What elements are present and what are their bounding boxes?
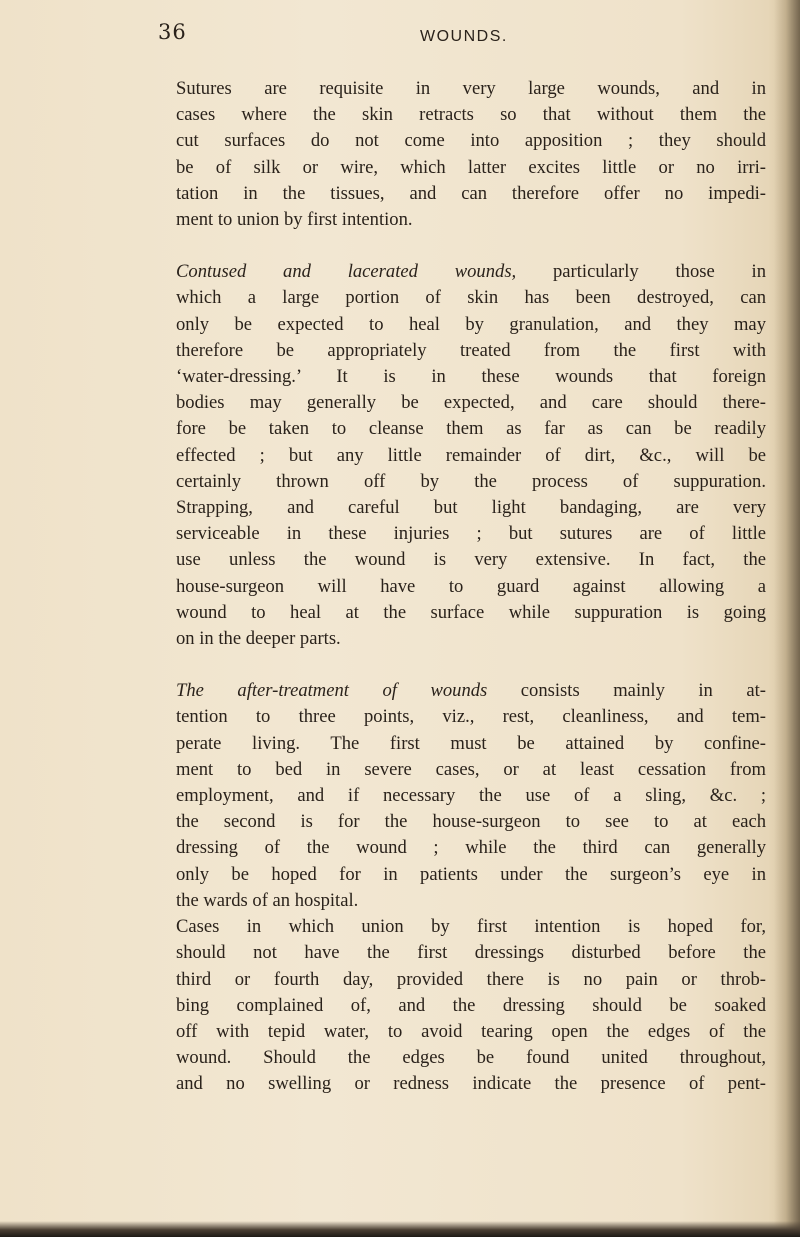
text-line: tation in the tissues, and can therefore offer no impedi- [176,182,766,204]
text-line: off with tepid water, to avoid tearing open the edges of the [176,1020,766,1042]
text-line: wound. Should the edges be found united throughout, [176,1047,766,1069]
text-line: be of silk or wire, which latter excites little or no irri- [176,156,766,178]
text-line: which a large portion of skin has been destroyed, can [176,287,766,309]
text-line: and no swelling or redness indicate the presence of pent- [176,1073,766,1095]
body-text [156,76,766,1098]
text-line: on in the deeper parts. [176,628,341,650]
text-line: effected ; but any little remainder of dirt, &c., will be [176,444,766,466]
text-line: dressing of the wound ; while the third can generally [176,837,766,859]
paragraph-sutures [156,76,766,233]
page-number: 36 [158,20,187,44]
italic-lead: Contused and lacerated wounds, [176,261,517,283]
text-line: therefore be appropriately treated from the first with [176,339,766,361]
text-line: the wards of an hospital. [176,889,359,911]
text-line: fore be taken to cleanse them as far as can be readily [176,418,766,440]
text-line: employment, and if necessary the use of a sling, &c. ; [176,785,766,807]
text-line: use unless the wound is very extensive. In fact, the [176,549,766,571]
text-line: wound to heal at the surface while suppuration is going [176,601,766,623]
text-line: ‘water-dressing.’ It is in these wounds that foreign [176,366,766,388]
text-line [156,678,766,704]
paragraph-after-treatment [156,678,766,914]
text-line: tention to three points, viz., rest, cleanliness, and tem- [176,706,766,728]
text-line: Strapping, and careful but light bandaging, are very [176,497,766,519]
text-line: the second is for the house-surgeon to see to at each [176,811,766,833]
text-run: particularly those in [516,261,766,283]
text-line: should not have the first dressings disturbed before the [176,942,766,964]
page-bottom-edge [0,1221,800,1237]
text-line: ment to bed in severe cases, or at least cessation from [176,758,766,780]
text-line: cut surfaces do not come into apposition ; they should [176,130,766,152]
running-head: WOUNDS. [420,28,508,45]
text-line: Sutures are requisite in very large wounds, and in [176,78,766,99]
text-line: Cases in which union by first intention is hoped for, [176,916,766,938]
paragraph-contused-wounds [156,259,766,652]
text-line: bing complained of, and the dressing should be soaked [176,994,766,1016]
text-line: only be hoped for in patients under the surgeon’s eye in [176,863,766,885]
text-line: only be expected to heal by granulation, and they may [176,313,766,335]
text-line: third or fourth day, provided there is no pain or throb- [176,968,766,990]
italic-lead: The after-treatment of wounds [176,680,488,702]
text-run: consists mainly in at- [487,680,766,702]
text-line [156,259,766,285]
text-line: certainly thrown off by the process of suppuration. [176,470,766,492]
text-line: bodies may generally be expected, and care should there- [176,392,766,414]
page-gutter-shadow [774,0,800,1237]
text-line: serviceable in these injuries ; but sutures are of little [176,523,766,545]
text-line: ment to union by first intention. [176,209,413,231]
text-line: house-surgeon will have to guard against allowing a [176,575,766,597]
paragraph-first-intention [156,914,766,1097]
text-line: cases where the skin retracts so that without them the [176,104,766,126]
text-line: perate living. The first must be attained by confine- [176,732,766,754]
